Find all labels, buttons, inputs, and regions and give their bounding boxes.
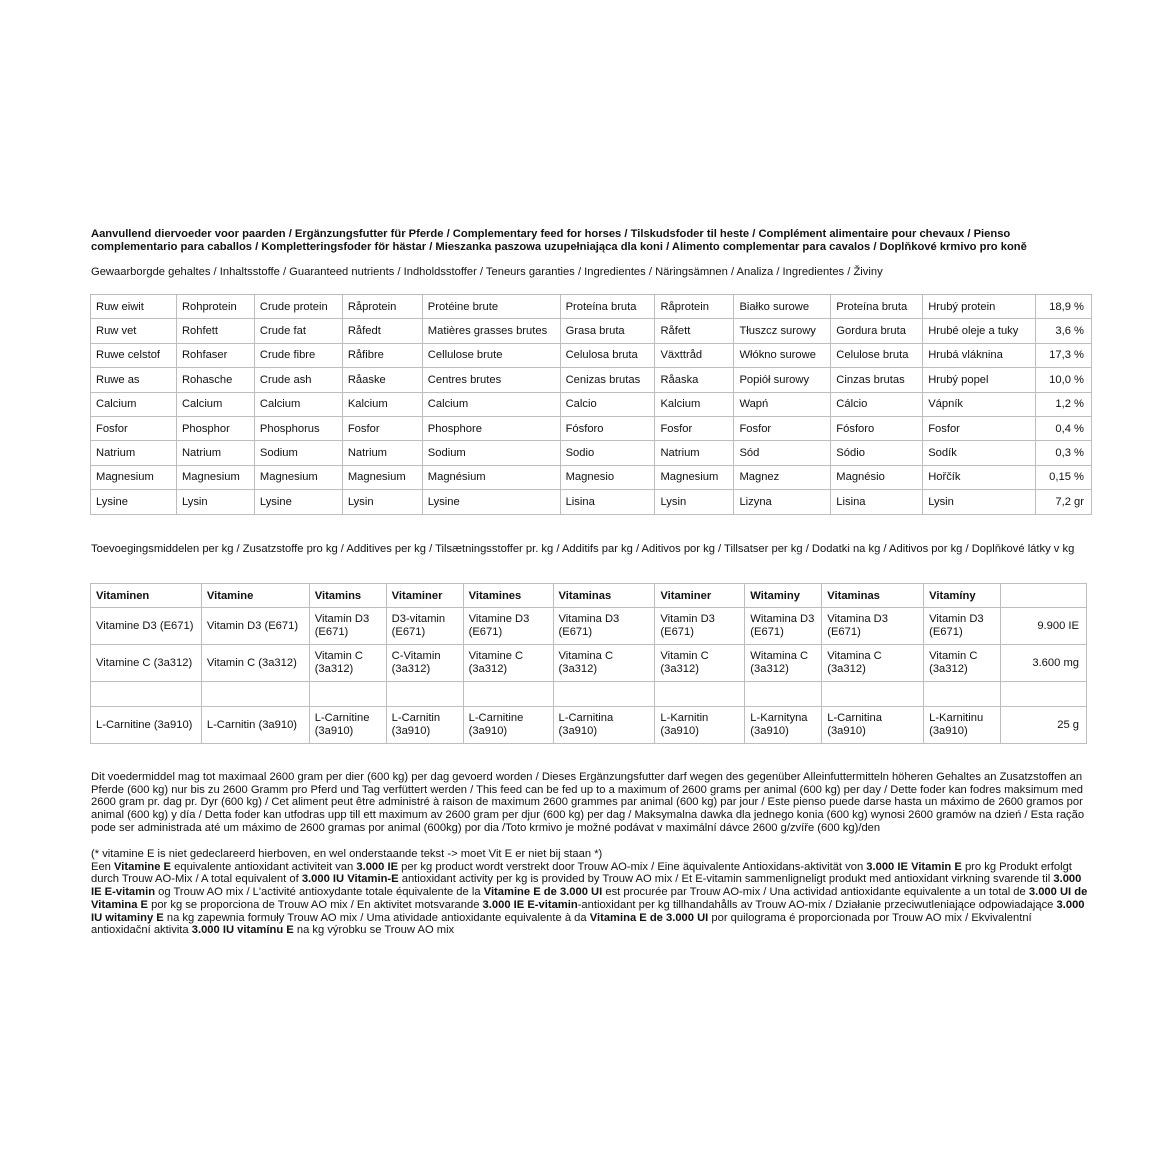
additives-header-cell: Vitamine	[201, 584, 309, 608]
nutrient-name-cell: Proteína bruta	[560, 295, 655, 319]
nutrient-name-cell: Protéine brute	[422, 295, 560, 319]
text-segment: Een	[91, 860, 115, 873]
additive-name-cell: Vitamin D3 (E671)	[924, 608, 1001, 645]
additive-name-cell: L-Carnitine (3a910)	[309, 707, 386, 744]
nutrient-name-cell: Cálcio	[831, 392, 923, 416]
additive-name-cell: Vitamina C (3a312)	[553, 645, 655, 682]
nutrient-name-cell: Phosphore	[422, 416, 560, 440]
nutrient-name-cell: Råfett	[655, 319, 734, 343]
additive-name-cell	[309, 682, 386, 707]
additive-name-cell: Witamina C (3a312)	[745, 645, 822, 682]
nutrient-row	[91, 343, 1092, 367]
additive-row	[91, 682, 1087, 707]
nutrient-name-cell: Lysine	[91, 490, 177, 514]
additive-value-cell: 3.600 mg	[1001, 645, 1087, 682]
nutrient-name-cell: Lysin	[342, 490, 422, 514]
nutrient-name-cell: Białko surowe	[734, 295, 831, 319]
nutrients-heading: Gewaarborgde gehaltes / Inhaltsstoffe / Guaranteed nutrients / Indholdsstoffer / Teneurs garanties / Ingredientes / Näringsämnen / Analiza / Ingredientes / Živiny	[91, 266, 883, 278]
bold-segment: Vitamine E de 3.000 UI	[483, 886, 603, 899]
additive-name-cell: Vitamina D3 (E671)	[822, 608, 924, 645]
nutrient-name-cell: Råaska	[655, 368, 734, 392]
nutrients-table	[90, 294, 1092, 515]
additive-name-cell	[553, 682, 655, 707]
additives-header-cell: Vitaminas	[822, 584, 924, 608]
nutrient-name-cell: Magnesium	[655, 465, 734, 489]
additives-table	[90, 583, 1087, 744]
additives-heading: Toevoegingsmiddelen per kg / Zusatzstoffe pro kg / Additives per kg / Tilsætningsstoffer pr. kg / Additifs par kg / Aditivos por kg / Tillsatser per kg / Dodatki na kg / Aditivos por kg / Doplňkové látky v kg	[91, 543, 1075, 555]
additive-name-cell: Vitamin C (3a312)	[309, 645, 386, 682]
nutrient-name-cell: Rohfaser	[176, 343, 254, 367]
text-segment: est procurée par Trouw AO-mix / Una actividad antioxidante equivalente a un total de	[602, 886, 1029, 899]
nutrient-name-cell: Wapń	[734, 392, 831, 416]
nutrient-name-cell: Crude fibre	[254, 343, 342, 367]
nutrient-name-cell: Celulosa bruta	[560, 343, 655, 367]
nutrient-name-cell: Fósforo	[560, 416, 655, 440]
text-segment: equivalente antioxidant activiteit van	[171, 860, 357, 873]
nutrient-name-cell: Ruwe celstof	[91, 343, 177, 367]
nutrient-name-cell: Popiół surowy	[734, 368, 831, 392]
nutrient-row	[91, 416, 1092, 440]
nutrient-name-cell: Magnesium	[176, 465, 254, 489]
additive-name-cell: Vitamin D3 (E671)	[201, 608, 309, 645]
nutrient-name-cell: Råprotein	[342, 295, 422, 319]
nutrient-name-cell: Grasa bruta	[560, 319, 655, 343]
nutrient-name-cell: Rohfett	[176, 319, 254, 343]
text-segment: -antioxidant per kg tillhandahålls av Trouw AO-mix / Działanie przeciwutleniające odpowiadające	[577, 898, 1057, 911]
nutrient-name-cell: Crude fat	[254, 319, 342, 343]
text-segment: na kg výrobku se Trouw AO mix	[293, 924, 455, 937]
nutrient-name-cell: Phosphor	[176, 416, 254, 440]
additive-value-cell	[1001, 682, 1087, 707]
nutrient-value-cell: 0,3 %	[1036, 441, 1092, 465]
nutrient-row	[91, 490, 1092, 514]
nutrient-value-cell: 18,9 %	[1036, 295, 1092, 319]
nutrient-name-cell: Hrubý protein	[923, 295, 1036, 319]
nutrient-name-cell: Lysin	[176, 490, 254, 514]
additive-row	[91, 707, 1087, 744]
nutrient-name-cell: Lizyna	[734, 490, 831, 514]
nutrient-value-cell: 7,2 gr	[1036, 490, 1092, 514]
additive-name-cell: L-Carnitina (3a910)	[553, 707, 655, 744]
nutrient-name-cell: Gordura bruta	[831, 319, 923, 343]
text-segment: por kg se proporciona de Trouw AO mix / En aktivitet motsvarande	[148, 898, 483, 911]
additive-name-cell: D3-vitamin (E671)	[386, 608, 463, 645]
additive-name-cell: Vitamin D3 (E671)	[655, 608, 745, 645]
additive-name-cell: Vitamina D3 (E671)	[553, 608, 655, 645]
nutrient-name-cell: Råaske	[342, 368, 422, 392]
nutrient-row	[91, 295, 1092, 319]
nutrient-name-cell: Calcium	[422, 392, 560, 416]
nutrient-name-cell: Råfibre	[342, 343, 422, 367]
document-title: Aanvullend diervoeder voor paarden / Ergänzungsfutter für Pferde / Complementary feed for horses / Tilskudsfoder til heste / Complément alimentaire pour chevaux / Pienso complementario para caballos / Kompletteringsfoder för hästar / Mieszanka paszowa uzupełniająca dla koni / Alimento complementar para cavalos / Doplňkové krmivo pro koně	[91, 228, 1027, 253]
nutrient-name-cell: Ruwe as	[91, 368, 177, 392]
nutrient-name-cell: Tłuszcz surowy	[734, 319, 831, 343]
nutrient-value-cell: 1,2 %	[1036, 392, 1092, 416]
additive-name-cell	[91, 682, 202, 707]
bold-segment: 3.000 IU vitamínu E	[191, 924, 294, 937]
nutrient-value-cell: 0,15 %	[1036, 465, 1092, 489]
nutrient-name-cell: Proteína bruta	[831, 295, 923, 319]
nutrient-name-cell: Kalcium	[342, 392, 422, 416]
nutrient-name-cell: Sódio	[831, 441, 923, 465]
nutrient-name-cell: Sodium	[422, 441, 560, 465]
nutrient-name-cell: Calcio	[560, 392, 655, 416]
nutrient-name-cell: Phosphorus	[254, 416, 342, 440]
note-line: (* vitamine E is niet gedeclareerd hierboven, en wel onderstaande tekst -> moet Vit E er niet bij staan *)	[91, 848, 603, 860]
nutrient-name-cell: Centres brutes	[422, 368, 560, 392]
nutrient-name-cell: Sodík	[923, 441, 1036, 465]
nutrient-name-cell: Lysin	[655, 490, 734, 514]
nutrient-name-cell: Cellulose brute	[422, 343, 560, 367]
nutrient-name-cell: Magnesium	[342, 465, 422, 489]
additive-name-cell: Vitamine C (3a312)	[463, 645, 553, 682]
additive-name-cell	[463, 682, 553, 707]
additive-name-cell: L-Carnitin (3a910)	[386, 707, 463, 744]
nutrient-name-cell: Lysin	[923, 490, 1036, 514]
additive-row	[91, 608, 1087, 645]
additive-name-cell: Vitamin C (3a312)	[924, 645, 1001, 682]
additive-name-cell: Vitamin D3 (E671)	[309, 608, 386, 645]
nutrient-row	[91, 441, 1092, 465]
bold-segment: 3.000 IE Vitamin E	[866, 860, 962, 873]
nutrient-name-cell: Fosfor	[923, 416, 1036, 440]
text-segment: na kg zapewnia formuły Trouw AO mix / Uma atividade antioxidante equivalente à da	[163, 911, 590, 924]
nutrient-name-cell: Calcium	[91, 392, 177, 416]
nutrient-name-cell: Crude ash	[254, 368, 342, 392]
additive-name-cell	[745, 682, 822, 707]
bold-segment: 3.000 UI de Vitamina E	[91, 886, 1088, 911]
nutrient-name-cell: Lysine	[422, 490, 560, 514]
antioxidant-text	[91, 861, 1093, 937]
bold-segment: 3.000 IE E-vitamin	[91, 873, 1082, 899]
nutrient-name-cell: Sodio	[560, 441, 655, 465]
nutrient-name-cell: Lisina	[831, 490, 923, 514]
nutrient-name-cell: Lisina	[560, 490, 655, 514]
nutrient-name-cell: Rohprotein	[176, 295, 254, 319]
bold-segment: 3.000 IE	[356, 860, 399, 873]
nutrient-name-cell: Magnésio	[831, 465, 923, 489]
additives-header-cell: Vitamíny	[924, 584, 1001, 608]
additive-name-cell: L-Karnityna (3a910)	[745, 707, 822, 744]
additives-header-cell	[1001, 584, 1087, 608]
nutrient-row	[91, 465, 1092, 489]
additive-name-cell	[822, 682, 924, 707]
nutrient-name-cell: Magnesium	[254, 465, 342, 489]
nutrient-value-cell: 0,4 %	[1036, 416, 1092, 440]
nutrient-value-cell: 3,6 %	[1036, 319, 1092, 343]
nutrient-name-cell: Włókno surowe	[734, 343, 831, 367]
additive-name-cell: L-Carnitina (3a910)	[822, 707, 924, 744]
additive-value-cell: 25 g	[1001, 707, 1087, 744]
nutrient-name-cell: Celulose bruta	[831, 343, 923, 367]
dosage-text: Dit voedermiddel mag tot maximaal 2600 gram per dier (600 kg) per dag gevoerd worden / Dieses Ergänzungsfutter darf wegen des gegenüber Alleinfuttermitteln höheren Gehaltes an Zusatzstoffen an Pferde (600 kg) nur bis zu 2600 Gramm pro Pferd und Tag verfüttert werden / This feed can be fed up to a maximum of 2600 grams per animal (600 kg) per day / Dette foder kan fodres maksimum med 2600 gram pr. dag pr. Dyr (600 kg) / Cet aliment peut être administré à raison de maximum 2600 grammes par animal (600 kg) par jour / Este pienso puede darse hasta un máximo de 2600 gramos por animal (600 kg) y día / Detta foder kan utfodras upp till ett maximum av 2600 gram per djur (600 kg) per dag / Maksymalna dawka dla jednego konia (600 kg) wynosi 2600 gramów na dzień / Esta ração pode ser administrada até um máximo de 2600 gramas por animal (600kg) por dia /Toto krmivo je možné podávat v maximální dávce 2600 g/zvíře (600 kg)/den	[91, 771, 1085, 834]
additive-name-cell: Vitamine C (3a312)	[91, 645, 202, 682]
nutrient-name-cell: Ruw vet	[91, 319, 177, 343]
bold-segment: Vitamine E	[114, 860, 172, 873]
additives-header-cell: Vitaminen	[91, 584, 202, 608]
nutrient-name-cell: Cenizas brutas	[560, 368, 655, 392]
nutrient-name-cell: Hrubý popel	[923, 368, 1036, 392]
additives-header-cell: Vitamines	[463, 584, 553, 608]
nutrient-value-cell: 17,3 %	[1036, 343, 1092, 367]
additive-name-cell	[386, 682, 463, 707]
nutrient-row	[91, 392, 1092, 416]
additive-name-cell: C-Vitamin (3a312)	[386, 645, 463, 682]
additive-name-cell: L-Carnitine (3a910)	[463, 707, 553, 744]
additive-name-cell	[201, 682, 309, 707]
additive-name-cell: L-Carnitine (3a910)	[91, 707, 202, 744]
additive-value-cell: 9.900 IE	[1001, 608, 1087, 645]
nutrient-name-cell: Calcium	[254, 392, 342, 416]
additive-name-cell	[924, 682, 1001, 707]
nutrient-name-cell: Magnez	[734, 465, 831, 489]
nutrient-row	[91, 368, 1092, 392]
nutrient-name-cell: Råfedt	[342, 319, 422, 343]
additive-row	[91, 645, 1087, 682]
nutrient-name-cell: Magnésium	[422, 465, 560, 489]
additives-header-cell: Vitaminas	[553, 584, 655, 608]
additive-name-cell: Vitamine D3 (E671)	[91, 608, 202, 645]
nutrient-name-cell: Vápník	[923, 392, 1036, 416]
bold-segment: 3.000 IE E-vitamin	[482, 898, 578, 911]
additive-name-cell: Vitamin C (3a312)	[655, 645, 745, 682]
nutrient-row	[91, 319, 1092, 343]
text-segment: per kg product wordt verstrekt door Trouw AO-mix / Eine äquivalente Antioxidans-aktivität von	[398, 860, 867, 873]
additive-name-cell: L-Karnitin (3a910)	[655, 707, 745, 744]
additives-header-cell: Vitamins	[309, 584, 386, 608]
nutrient-name-cell: Kalcium	[655, 392, 734, 416]
nutrient-name-cell: Sodium	[254, 441, 342, 465]
additives-header-cell: Vitaminer	[386, 584, 463, 608]
additive-name-cell: Vitamine D3 (E671)	[463, 608, 553, 645]
nutrient-name-cell: Crude protein	[254, 295, 342, 319]
nutrient-name-cell: Fosfor	[91, 416, 177, 440]
additive-name-cell: Vitamin C (3a312)	[201, 645, 309, 682]
nutrient-name-cell: Sód	[734, 441, 831, 465]
nutrient-name-cell: Hrubá vláknina	[923, 343, 1036, 367]
bold-segment: Vitamina E de 3.000 UI	[589, 911, 709, 924]
nutrient-name-cell: Natrium	[176, 441, 254, 465]
nutrient-name-cell: Hrubé oleje a tuky	[923, 319, 1036, 343]
nutrient-name-cell: Lysine	[254, 490, 342, 514]
additive-name-cell	[655, 682, 745, 707]
text-segment: pro kg Produkt erfolgt durch Trouw AO-Mix / A total equivalent of	[91, 860, 1072, 886]
bold-segment: 3.000 IU Vitamin-E	[301, 873, 399, 886]
nutrient-name-cell: Råprotein	[655, 295, 734, 319]
additives-header-cell: Witaminy	[745, 584, 822, 608]
nutrient-name-cell: Calcium	[176, 392, 254, 416]
nutrient-name-cell: Natrium	[91, 441, 177, 465]
text-segment: antioxidant activity per kg is provided by Trouw AO mix / Et E-vitamin sammenligneligt produkt med antioxidant virkning svarende til	[398, 873, 1054, 886]
nutrient-name-cell: Ruw eiwit	[91, 295, 177, 319]
nutrient-name-cell: Fosfor	[734, 416, 831, 440]
nutrient-name-cell: Magnesio	[560, 465, 655, 489]
nutrient-name-cell: Fosfor	[655, 416, 734, 440]
nutrient-name-cell: Fosfor	[342, 416, 422, 440]
additives-header-row	[91, 584, 1087, 608]
nutrient-name-cell: Matières grasses brutes	[422, 319, 560, 343]
text-segment: og Trouw AO mix / L'activité antioxydante totale équivalente de la	[155, 886, 484, 899]
bold-segment: 3.000 IU witaminy E	[91, 898, 1085, 924]
additive-name-cell: Vitamina C (3a312)	[822, 645, 924, 682]
antioxidant-note	[91, 848, 1093, 937]
additives-header-cell: Vitaminer	[655, 584, 745, 608]
additive-name-cell: L-Carnitin (3a910)	[201, 707, 309, 744]
nutrient-name-cell: Växttråd	[655, 343, 734, 367]
nutrient-name-cell: Magnesium	[91, 465, 177, 489]
nutrient-name-cell: Fósforo	[831, 416, 923, 440]
nutrient-value-cell: 10,0 %	[1036, 368, 1092, 392]
additive-name-cell: Witamina D3 (E671)	[745, 608, 822, 645]
nutrient-name-cell: Rohasche	[176, 368, 254, 392]
nutrient-name-cell: Hořčík	[923, 465, 1036, 489]
nutrient-name-cell: Natrium	[342, 441, 422, 465]
text-segment: por quilograma é proporcionada por Trouw AO mix / Ekvivalentní antioxidační aktivita	[91, 911, 1032, 937]
nutrient-name-cell: Cinzas brutas	[831, 368, 923, 392]
additive-name-cell: L-Karnitinu (3a910)	[924, 707, 1001, 744]
nutrient-name-cell: Natrium	[655, 441, 734, 465]
